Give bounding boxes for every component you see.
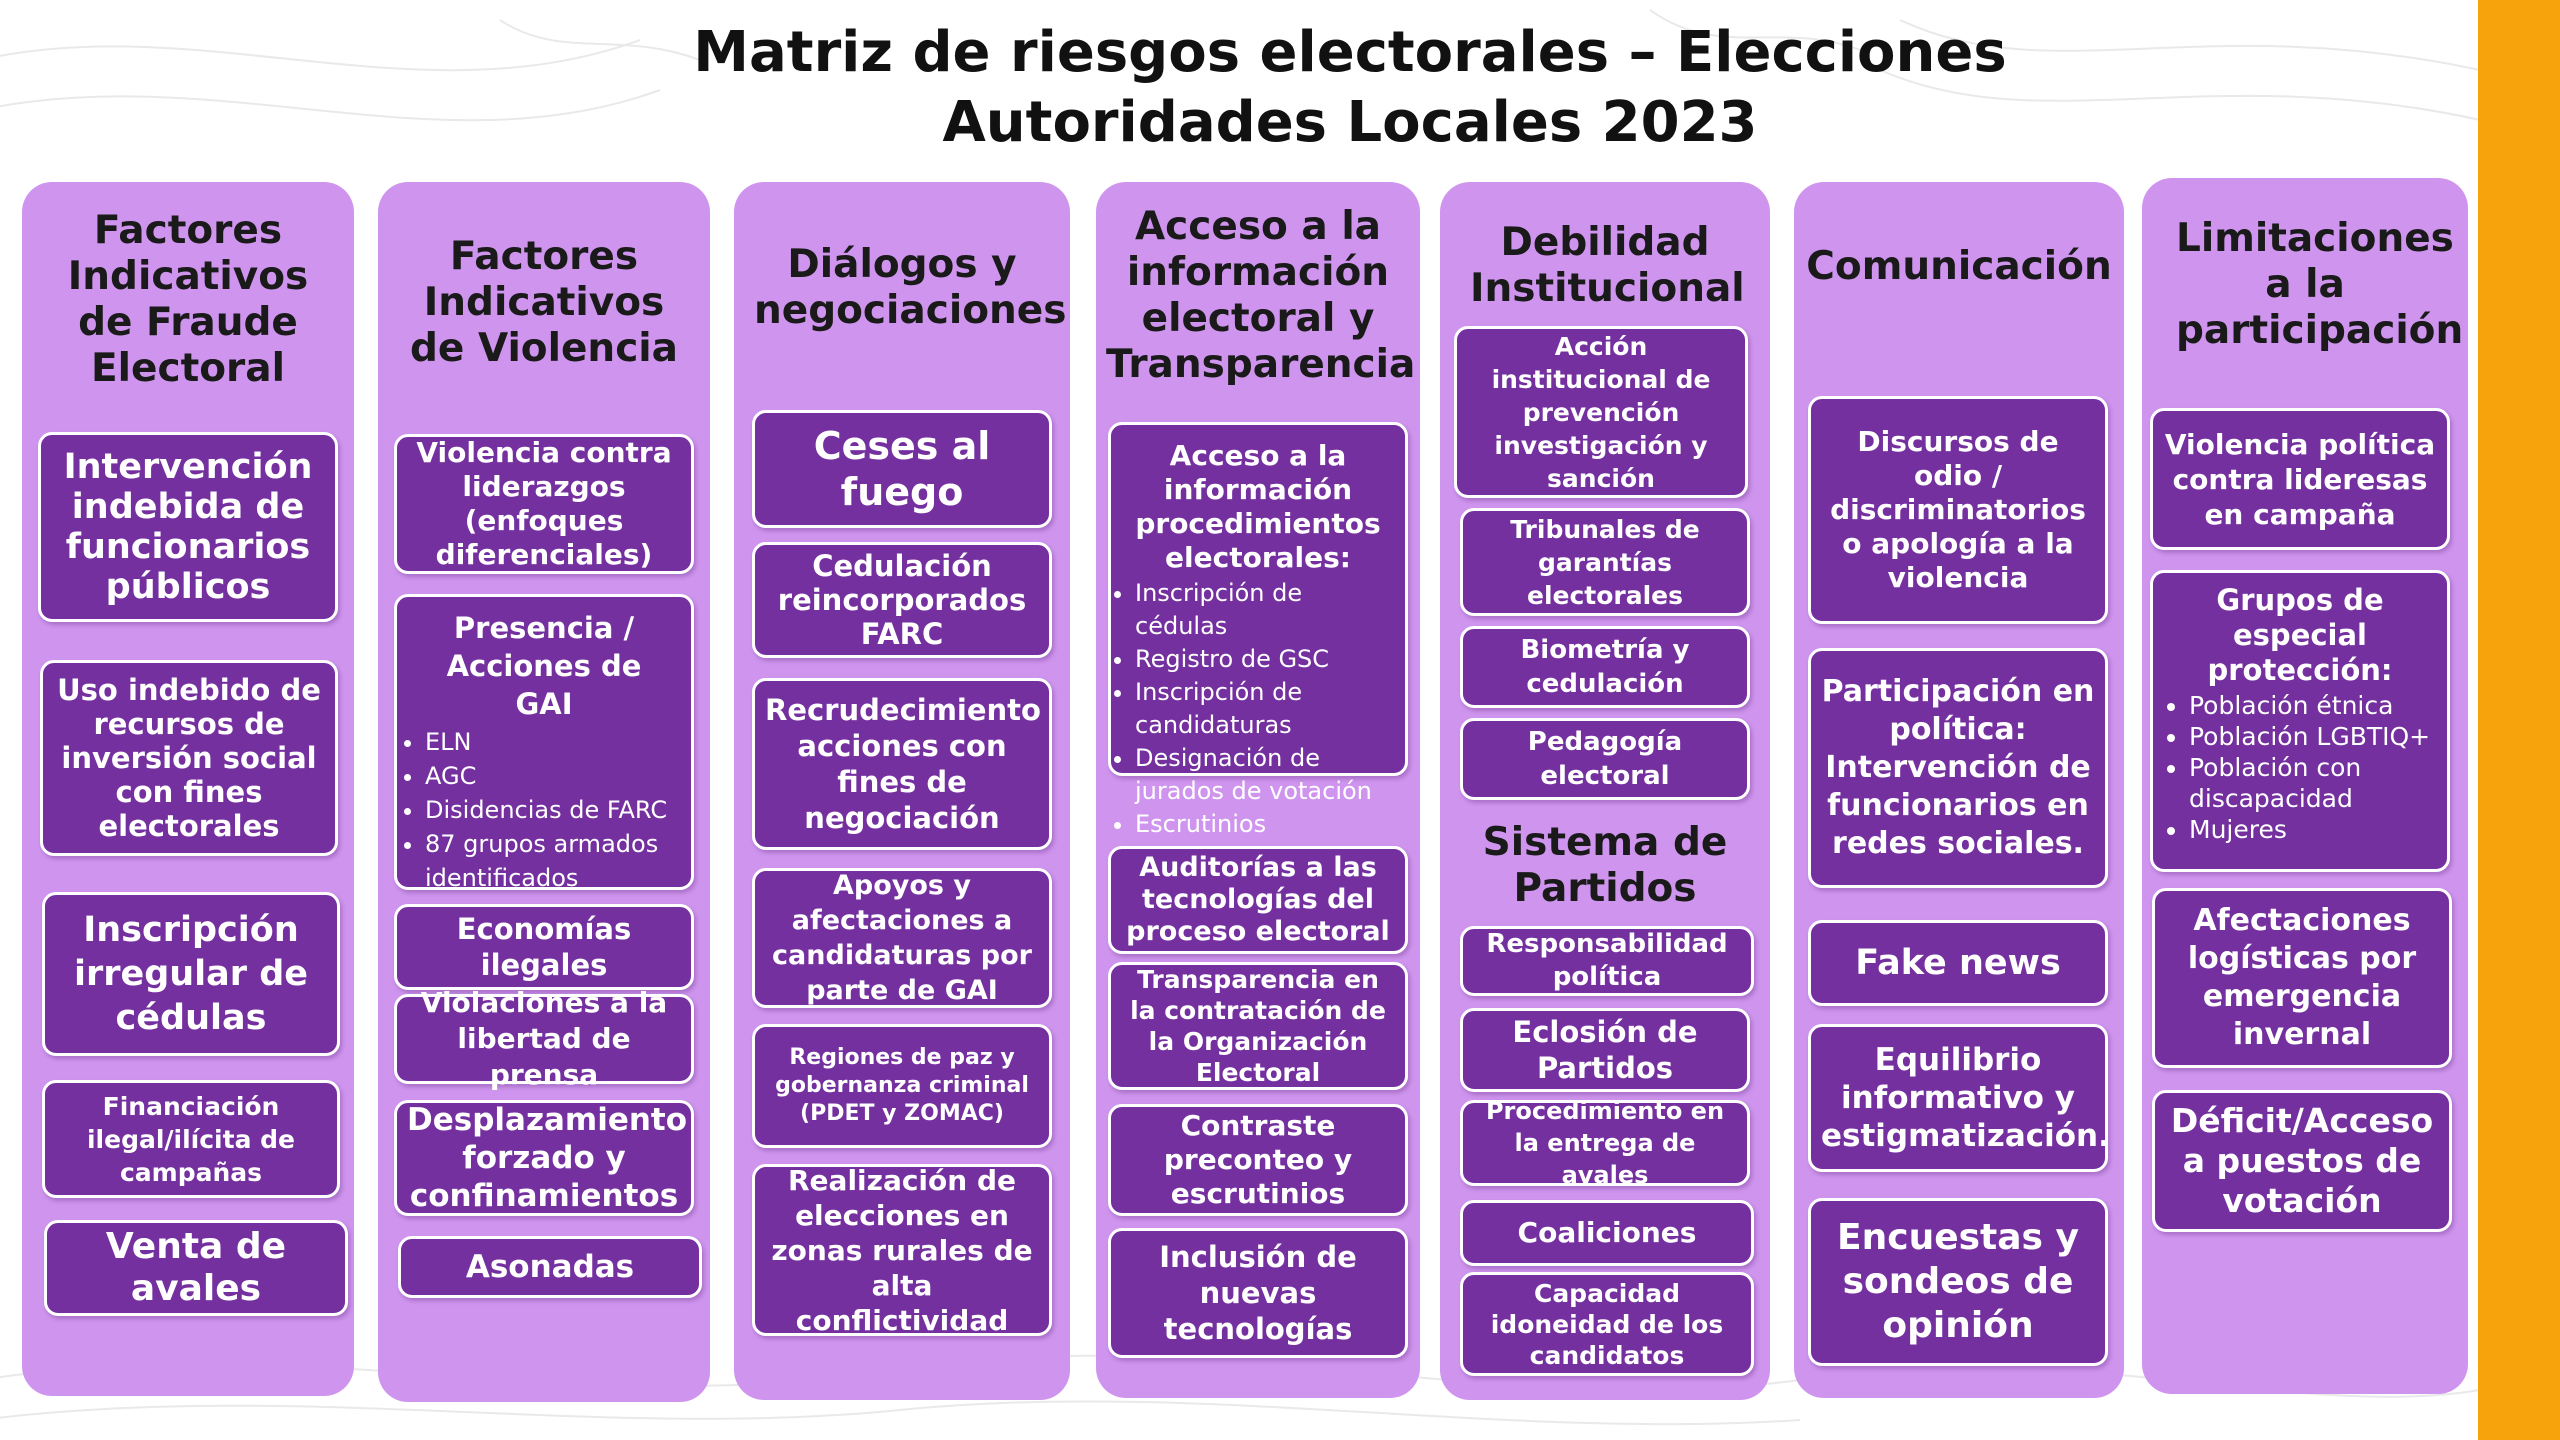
risk-item <box>1460 1272 1754 1376</box>
column-header: Factores Indicativos de Violencia <box>410 234 678 371</box>
bullet-item: • Escrutinios <box>1135 808 1395 841</box>
column-header: Factores Indicativos de Fraude Electoral <box>67 208 309 391</box>
bullet-item: • ELN <box>425 725 681 759</box>
column-violencia <box>378 182 710 1402</box>
column-header: Diálogos y negociaciones <box>754 242 1067 333</box>
risk-item-label: Inscripción irregular de cédulas <box>73 910 309 1038</box>
bullet-item: • 87 grupos armados identificados <box>425 827 681 895</box>
risk-item-label: Economías ilegales <box>456 912 632 982</box>
risk-item-label: Uso indebido de recursos de inversión social con fines electorales <box>57 673 321 843</box>
risk-item-label: Intervención indebida de funcionarios públicos <box>63 447 313 607</box>
risk-item <box>752 542 1052 658</box>
risk-item <box>44 1220 348 1316</box>
risk-item-label: Apoyos y afectaciones a candidaturas por parte de GAI <box>772 870 1032 1006</box>
bullet-item: • Inscripción de candidaturas <box>1135 676 1395 742</box>
risk-item <box>752 678 1052 850</box>
risk-item <box>2152 1090 2452 1232</box>
risk-item-label: Grupos de especial protección: <box>2207 583 2393 687</box>
risk-item-label: Eclosión de Partidos <box>1512 1015 1698 1085</box>
bullet-item: • Designación de jurados de votación <box>1135 742 1395 808</box>
sub-section-header: Sistema de Partidos <box>1482 820 1728 911</box>
risk-item <box>1808 648 2108 888</box>
risk-item <box>42 892 340 1056</box>
risk-item-label: Violencia política contra lideresas en campaña <box>2164 427 2436 531</box>
risk-item-label: Procedimiento en la entrega de avales <box>1485 1097 1725 1189</box>
risk-item-label: Cedulación reincorporados FARC <box>777 549 1027 651</box>
column-fraude <box>22 182 354 1396</box>
risk-item-label: Asonadas <box>465 1249 635 1285</box>
risk-item <box>1808 1024 2108 1172</box>
risk-item <box>1108 962 1408 1090</box>
risk-item <box>38 432 338 622</box>
risk-item <box>1808 1198 2108 1366</box>
risk-item-label: Pedagogía electoral <box>1527 727 1683 791</box>
column-comunicacion <box>1794 182 2124 1398</box>
risk-item-label: Regiones de paz y gobernanza criminal (PDET y ZOMAC) <box>775 1045 1029 1126</box>
risk-item-label: Acción institucional de prevención investigación y sanción <box>1491 331 1711 493</box>
bullet-item: • Inscripción de cédulas <box>1135 577 1395 643</box>
risk-item <box>1454 326 1748 498</box>
bullet-item: • Población étnica <box>2189 690 2437 721</box>
risk-item <box>1460 1200 1754 1266</box>
risk-item-label: Presencia / Acciones de GAI <box>446 611 642 721</box>
risk-item <box>752 410 1052 528</box>
risk-item-label: Recrudecimiento acciones con fines de negociación <box>765 693 1041 835</box>
risk-item-label: Contraste preconteo y escrutinios <box>1163 1109 1353 1210</box>
column-header: Debilidad Institucional <box>1470 220 1745 311</box>
risk-item-label: Fake news <box>1855 943 2061 983</box>
risk-item <box>394 986 694 1091</box>
column-limitaciones <box>2142 178 2468 1394</box>
risk-item <box>752 868 1052 1008</box>
risk-item <box>1460 1008 1750 1092</box>
risk-item-label: Discursos de odio / discriminatorios o apología a la violencia <box>1830 425 2086 594</box>
risk-item <box>1108 1104 1408 1216</box>
column-dialogos <box>734 182 1070 1400</box>
bullet-item: • AGC <box>425 759 681 793</box>
risk-item <box>1460 508 1750 616</box>
risk-item <box>394 1100 694 1216</box>
risk-item-label: Responsabilidad política <box>1486 929 1728 992</box>
risk-item-label: Coaliciones <box>1517 1216 1697 1249</box>
risk-item-label: Venta de avales <box>105 1226 287 1309</box>
risk-item-label: Inclusión de nuevas tecnologías <box>1159 1240 1357 1346</box>
risk-item <box>752 1164 1052 1336</box>
column-header: Limitaciones a la participación <box>2176 216 2464 353</box>
risk-item <box>42 1080 340 1198</box>
risk-item-label: Auditorías a las tecnologías del proceso electoral <box>1126 852 1390 947</box>
risk-item <box>1808 920 2108 1006</box>
page-title: Matriz de riesgos electorales – Elecciones Autoridades Locales 2023 <box>693 20 2007 155</box>
risk-item <box>1108 846 1408 954</box>
risk-item <box>1460 626 1750 708</box>
risk-item <box>1108 1228 1408 1358</box>
bullet-item: • Población con discapacidad <box>2189 752 2437 814</box>
risk-item-label: Violencia contra liderazgos (enfoques diferenciales) <box>416 436 672 571</box>
risk-item <box>1460 718 1750 800</box>
risk-item-label: Equilibrio informativo y estigmatización. <box>1821 1042 2110 1154</box>
column-debilidad-institucional <box>1440 182 1770 1400</box>
risk-item <box>752 1024 1052 1148</box>
risk-item-label: Acceso a la información procedimientos electorales: <box>1135 439 1381 574</box>
risk-item <box>2150 408 2450 550</box>
risk-item <box>394 904 694 990</box>
risk-item <box>40 660 338 856</box>
risk-item <box>1808 396 2108 624</box>
risk-item <box>394 434 694 574</box>
risk-item-label: Afectaciones logísticas por emergencia invernal <box>2187 903 2417 1052</box>
risk-item-label: Desplazamiento forzado y confinamientos <box>407 1102 688 1214</box>
risk-item-label: Transparencia en la contratación de la Organización Electoral <box>1130 965 1386 1087</box>
risk-item-label: Déficit/Acceso a puestos de votación <box>2170 1101 2434 1220</box>
risk-item <box>1108 422 1408 838</box>
risk-item-label: Violaciones a la libertad de prensa <box>420 986 668 1091</box>
bullet-item: • Población LGBTIQ+ <box>2189 721 2437 752</box>
bullet-item: • Mujeres <box>2189 814 2437 845</box>
risk-item-label: Capacidad idoneidad de los candidatos <box>1490 1278 1724 1370</box>
accent-bar <box>2478 0 2560 1440</box>
risk-item-label: Ceses al fuego <box>813 424 991 514</box>
risk-item <box>1460 1097 1750 1189</box>
bullet-item: • Registro de GSC <box>1135 643 1395 676</box>
risk-item-label: Participación en política: Intervención de funcionarios en redes sociales. <box>1821 674 2095 861</box>
risk-item <box>1460 926 1754 996</box>
column-header: Acceso a la información electoral y Transparencia <box>1106 204 1416 387</box>
column-header: Comunicación <box>1806 244 2112 289</box>
risk-item-label: Biometría y cedulación <box>1520 635 1690 699</box>
risk-item <box>398 1236 702 1298</box>
risk-item-label: Tribunales de garantías electorales <box>1510 514 1700 610</box>
bullet-item: • Disidencias de FARC <box>425 793 681 827</box>
risk-item-label: Realización de elecciones en zonas rurales de alta conflictividad <box>771 1163 1033 1337</box>
risk-item <box>394 594 694 890</box>
column-acceso-informacion <box>1096 182 1420 1398</box>
risk-item-label: Encuestas y sondeos de opinión <box>1837 1217 2079 1346</box>
risk-item <box>2152 888 2452 1068</box>
risk-item <box>2150 570 2450 872</box>
risk-item-label: Financiación ilegal/ilícita de campañas <box>86 1091 296 1187</box>
